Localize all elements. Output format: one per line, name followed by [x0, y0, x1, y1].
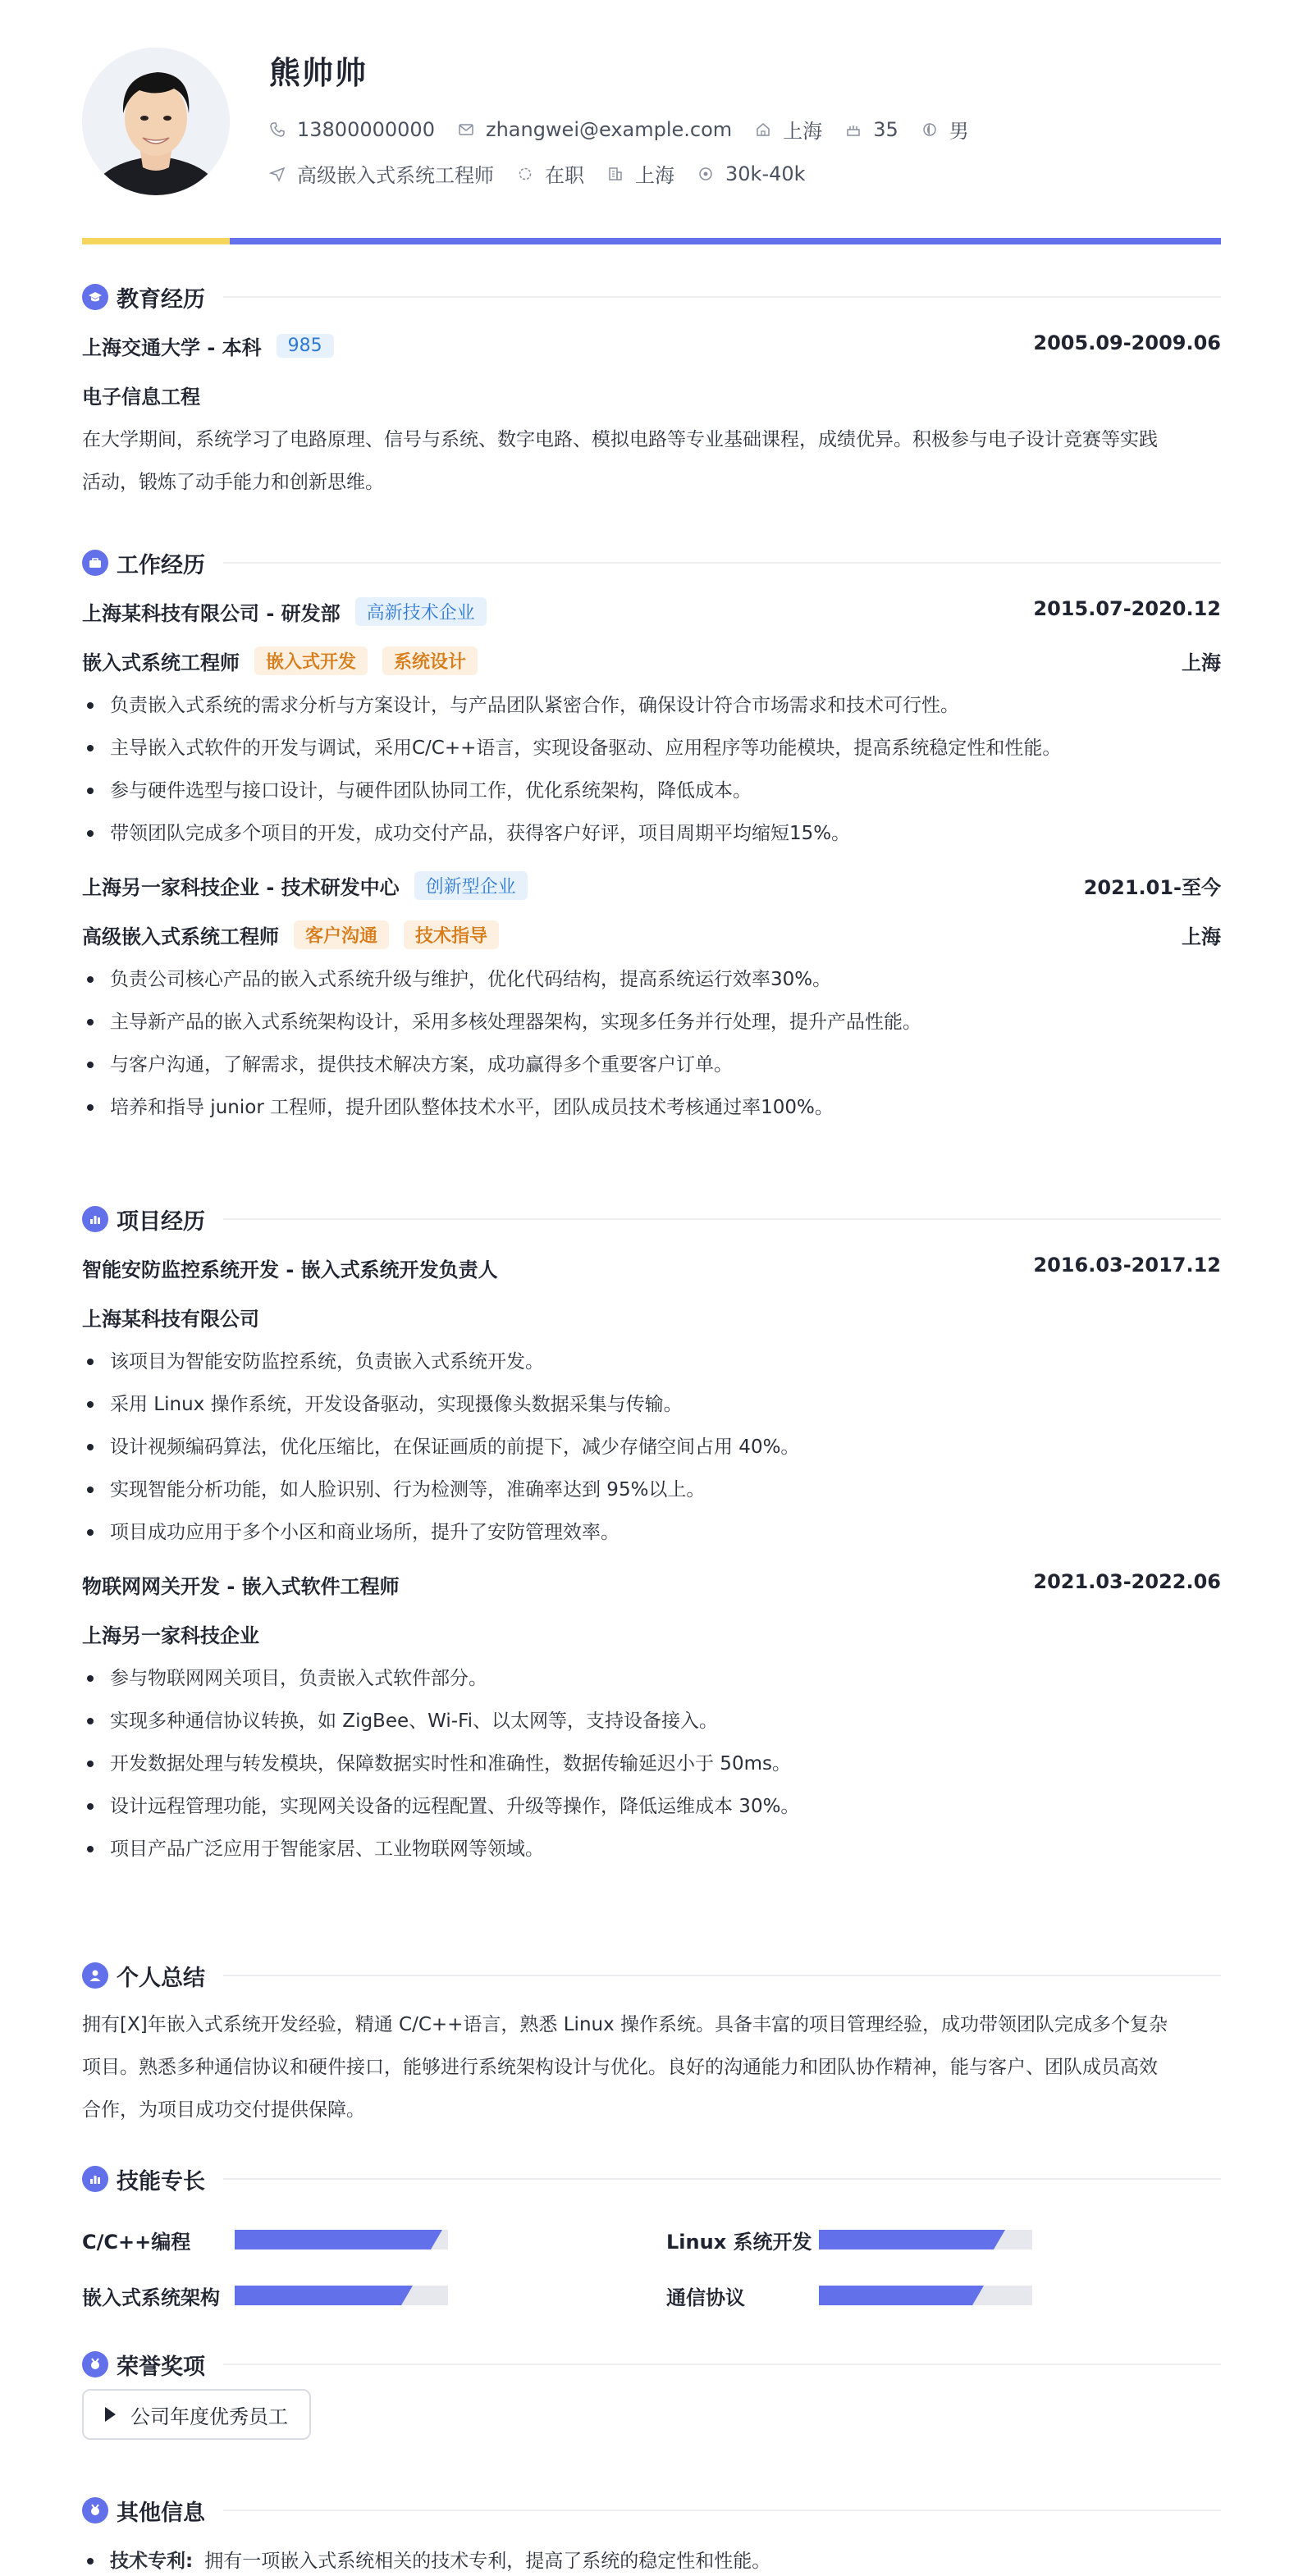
major-name: 电子信息工程	[82, 386, 200, 409]
section-title: 技能专长	[117, 2168, 205, 2195]
other-label: 技术专利:	[110, 2551, 194, 2572]
skill-bar-fill	[235, 2230, 431, 2249]
bar-chart-icon	[82, 1206, 108, 1232]
school-tag: 985	[277, 334, 334, 358]
education-desc-line: 在大学期间，系统学习了电路原理、信号与系统、数字电路、模拟电路等专业基础课程，成绩优异。积极参与电子设计竞赛等实践	[82, 429, 1158, 450]
summary-section	[82, 1959, 1221, 2131]
job-city: 上海	[1182, 651, 1221, 674]
gender-item	[921, 115, 969, 144]
list-item: 设计远程管理功能，实现网关设备的远程配置、升级等操作，降低运维成本 30%。	[82, 1785, 1221, 1828]
skill-bar	[819, 2230, 1032, 2249]
job-company: 上海某科技有限公司 - 研发部	[82, 602, 341, 625]
education-section	[82, 281, 1221, 504]
home-icon	[755, 121, 771, 138]
section-rule	[223, 1975, 1221, 1976]
skill-bar-fill	[819, 2230, 994, 2249]
section-title: 教育经历	[117, 286, 205, 313]
education-desc-line: 活动，锻炼了动手能力和创新思维。	[82, 472, 384, 493]
section-header	[82, 2348, 1221, 2381]
education-period: 2005.09-2009.06	[1033, 331, 1221, 354]
summary-line: 合作，为项目成功交付提供保障。	[82, 2099, 365, 2121]
skill-bar	[819, 2286, 1032, 2305]
skill-item	[666, 2225, 1032, 2254]
section-rule	[223, 2178, 1221, 2180]
candidate-name: 熊帅帅	[269, 55, 368, 91]
section-title: 个人总结	[117, 1965, 205, 1991]
section-rule	[223, 2364, 1221, 2365]
list-item: 参与硬件选型与接口设计，与硬件团队协同工作，优化系统架构，降低成本。	[82, 770, 1221, 812]
awards-section	[82, 2348, 1221, 2463]
contact-row	[269, 115, 992, 144]
location-item	[755, 115, 822, 144]
skill-bar-fill	[819, 2286, 972, 2305]
salary-item	[697, 162, 806, 185]
user-icon	[82, 1962, 108, 1989]
project-bullets	[82, 1657, 1221, 1870]
section-title: 荣誉奖项	[117, 2354, 205, 2380]
project-period: 2016.03-2017.12	[1033, 1254, 1221, 1277]
job-company-line	[82, 871, 528, 900]
school-name: 上海交通大学 - 本科	[82, 336, 262, 359]
projects-section	[82, 1203, 1221, 1870]
status-text: 在职	[545, 164, 584, 187]
status-item	[517, 159, 584, 188]
project-name: 物联网网关开发 - 嵌入式软件工程师	[82, 1575, 400, 1598]
project-bullets	[82, 1341, 1221, 1554]
gender-text: 男	[949, 120, 969, 143]
list-item: 与客户沟通，了解需求，提供技术解决方案，成功赢得多个重要客户订单。	[82, 1044, 1221, 1086]
list-item: 设计视频编码算法，优化压缩比，在保证画质的前提下，减少存储空间占用 40%。	[82, 1426, 1221, 1468]
email-item	[458, 118, 732, 141]
mail-icon	[458, 121, 474, 138]
role-tag: 客户沟通	[294, 920, 389, 949]
job-company-row	[82, 586, 1221, 635]
work-section	[82, 546, 1221, 1129]
list-item: 该项目为智能安防监控系统，负责嵌入式系统开发。	[82, 1341, 1221, 1383]
other-list	[82, 2540, 1221, 2576]
skills-section	[82, 2163, 1221, 2310]
header-divider	[82, 238, 1221, 244]
send-icon	[269, 166, 286, 182]
list-item: 带领团队完成多个项目的开发，成功交付产品，获得客户好评，项目周期平均缩短15%。	[82, 812, 1221, 855]
job-role-line	[82, 646, 478, 675]
other-section	[82, 2494, 1221, 2576]
list-item: 主导嵌入式软件的开发与调试，采用C/C++语言，实现设备驱动、应用程序等功能模块，提高系统稳定性和性能。	[82, 727, 1221, 770]
skills-grid	[82, 2195, 1221, 2310]
graduation-cap-icon	[82, 284, 108, 310]
work-city-text: 上海	[635, 164, 674, 187]
job-company-line	[82, 597, 487, 626]
skill-bar-fill	[235, 2286, 401, 2305]
building-icon	[607, 166, 624, 182]
role-tag: 技术指导	[404, 920, 499, 949]
job-role-row	[82, 909, 1221, 958]
project-name: 智能安防监控系统开发 - 嵌入式系统开发负责人	[82, 1258, 498, 1281]
section-rule	[223, 562, 1221, 564]
role-tag: 系统设计	[382, 646, 478, 675]
section-header	[82, 281, 1221, 313]
avatar-illustration	[82, 48, 230, 195]
avatar	[82, 48, 230, 195]
play-icon	[105, 2407, 116, 2422]
job-period: 2021.01-至今	[1083, 876, 1221, 899]
cake-icon	[845, 121, 862, 138]
list-item: 实现多种通信协议转换，如 ZigBee、Wi-Fi、以太网等，支持设备接入。	[82, 1700, 1221, 1742]
award-label: 公司年度优秀员工	[130, 2405, 288, 2428]
list-item: 负责公司核心产品的嵌入式系统升级与维护，优化代码结构，提高系统运行效率30%。	[82, 958, 1221, 1001]
school-line	[82, 331, 334, 360]
job-intent-row	[269, 159, 829, 188]
other-text: 拥有一项嵌入式系统相关的技术专利，提高了系统的稳定性和性能。	[204, 2551, 771, 2572]
job-bullets	[82, 958, 1221, 1129]
header-divider-accent	[82, 238, 230, 244]
job-role-row	[82, 635, 1221, 684]
job-bullets	[82, 684, 1221, 855]
money-icon	[697, 166, 714, 182]
section-header	[82, 2494, 1221, 2527]
award-item[interactable]	[82, 2389, 311, 2440]
phone-item	[269, 118, 435, 141]
location-text: 上海	[783, 120, 823, 143]
skill-label: 嵌入式系统架构	[82, 2286, 220, 2309]
skill-label: 通信协议	[666, 2286, 745, 2309]
list-item: 主导新产品的嵌入式系统架构设计，采用多核处理器架构，实现多任务并行处理，提升产品性能。	[82, 1001, 1221, 1044]
skill-bar	[235, 2230, 448, 2249]
skill-label: C/C++编程	[82, 2230, 191, 2254]
list-item: 项目成功应用于多个小区和商业场所，提升了安防管理效率。	[82, 1511, 1221, 1554]
section-rule	[223, 2510, 1221, 2511]
age-text: 35	[873, 117, 898, 141]
list-item: 实现智能分析功能，如人脸识别、行为检测等，准确率达到 95%以上。	[82, 1468, 1221, 1511]
project-row	[82, 1242, 1221, 1291]
skill-item	[666, 2281, 1032, 2310]
salary-text: 30k-40k	[725, 162, 806, 185]
section-title: 其他信息	[117, 2500, 205, 2526]
skill-item	[82, 2281, 448, 2310]
job-company-row	[82, 860, 1221, 909]
list-item: 开发数据处理与转发模块，保障数据实时性和准确性，数据传输延迟小于 50ms。	[82, 1742, 1221, 1785]
section-rule	[223, 296, 1221, 298]
status-icon	[517, 166, 533, 182]
project-company-row	[82, 1608, 1221, 1657]
email-text: zhangwei@example.com	[485, 117, 733, 141]
company-tag: 高新技术企业	[355, 597, 487, 626]
section-rule	[223, 1218, 1221, 1220]
section-title: 项目经历	[117, 1208, 205, 1235]
phone-text: 13800000000	[297, 117, 435, 141]
list-item: 采用 Linux 操作系统，开发设备驱动，实现摄像头数据采集与传输。	[82, 1383, 1221, 1426]
education-row	[82, 320, 1221, 369]
skill-item	[82, 2225, 448, 2254]
list-item: 培养和指导 junior 工程师，提升团队整体技术水平，团队成员技术考核通过率100%。	[82, 1086, 1221, 1129]
section-title: 工作经历	[117, 552, 205, 578]
job-company: 上海另一家科技企业 - 技术研发中心	[82, 876, 400, 899]
section-header	[82, 2163, 1221, 2195]
medal-icon	[82, 2497, 108, 2523]
briefcase-icon	[82, 550, 108, 576]
section-header	[82, 546, 1221, 579]
role-tag: 嵌入式开发	[254, 646, 368, 675]
job-role-line	[82, 920, 499, 949]
job-city: 上海	[1182, 925, 1221, 948]
bar-chart-icon	[82, 2166, 108, 2192]
project-company-row	[82, 1291, 1221, 1341]
gender-icon	[921, 121, 938, 138]
project-company: 上海某科技有限公司	[82, 1308, 259, 1331]
resume-header	[82, 0, 1221, 240]
phone-icon	[269, 121, 286, 138]
list-item	[82, 2540, 1221, 2576]
summary-line: 拥有[X]年嵌入式系统开发经验，精通 C/C++语言，熟悉 Linux 操作系统。具备丰富的项目管理经验，成功带领团队完成多个复杂	[82, 2014, 1168, 2035]
list-item: 项目产品广泛应用于智能家居、工业物联网等领域。	[82, 1828, 1221, 1870]
project-row	[82, 1559, 1221, 1608]
medal-icon	[82, 2351, 108, 2377]
list-item: 负责嵌入式系统的需求分析与方案设计，与产品团队紧密合作，确保设计符合市场需求和技术可行性。	[82, 684, 1221, 727]
position-text: 高级嵌入式系统工程师	[297, 164, 494, 187]
project-company: 上海另一家科技企业	[82, 1624, 259, 1647]
job-role: 嵌入式系统工程师	[82, 651, 240, 674]
skill-label: Linux 系统开发	[666, 2230, 812, 2254]
age-item	[845, 118, 898, 141]
summary-line: 项目。熟悉多种通信协议和硬件接口，能够进行系统架构设计与优化。良好的沟通能力和团队协作精神，能与客户、团队成员高效	[82, 2057, 1158, 2078]
company-tag: 创新型企业	[414, 871, 528, 900]
list-item: 参与物联网网关项目，负责嵌入式软件部分。	[82, 1657, 1221, 1700]
skill-bar	[235, 2286, 448, 2305]
position-item	[269, 159, 494, 188]
project-period: 2021.03-2022.06	[1033, 1570, 1221, 1593]
job-role: 高级嵌入式系统工程师	[82, 925, 279, 948]
work-city-item	[607, 159, 674, 188]
job-period: 2015.07-2020.12	[1033, 597, 1221, 620]
summary-text	[82, 2003, 1221, 2131]
education-description	[82, 418, 1221, 504]
major-row	[82, 369, 1221, 418]
section-header	[82, 1203, 1221, 1235]
section-header	[82, 1959, 1221, 1992]
